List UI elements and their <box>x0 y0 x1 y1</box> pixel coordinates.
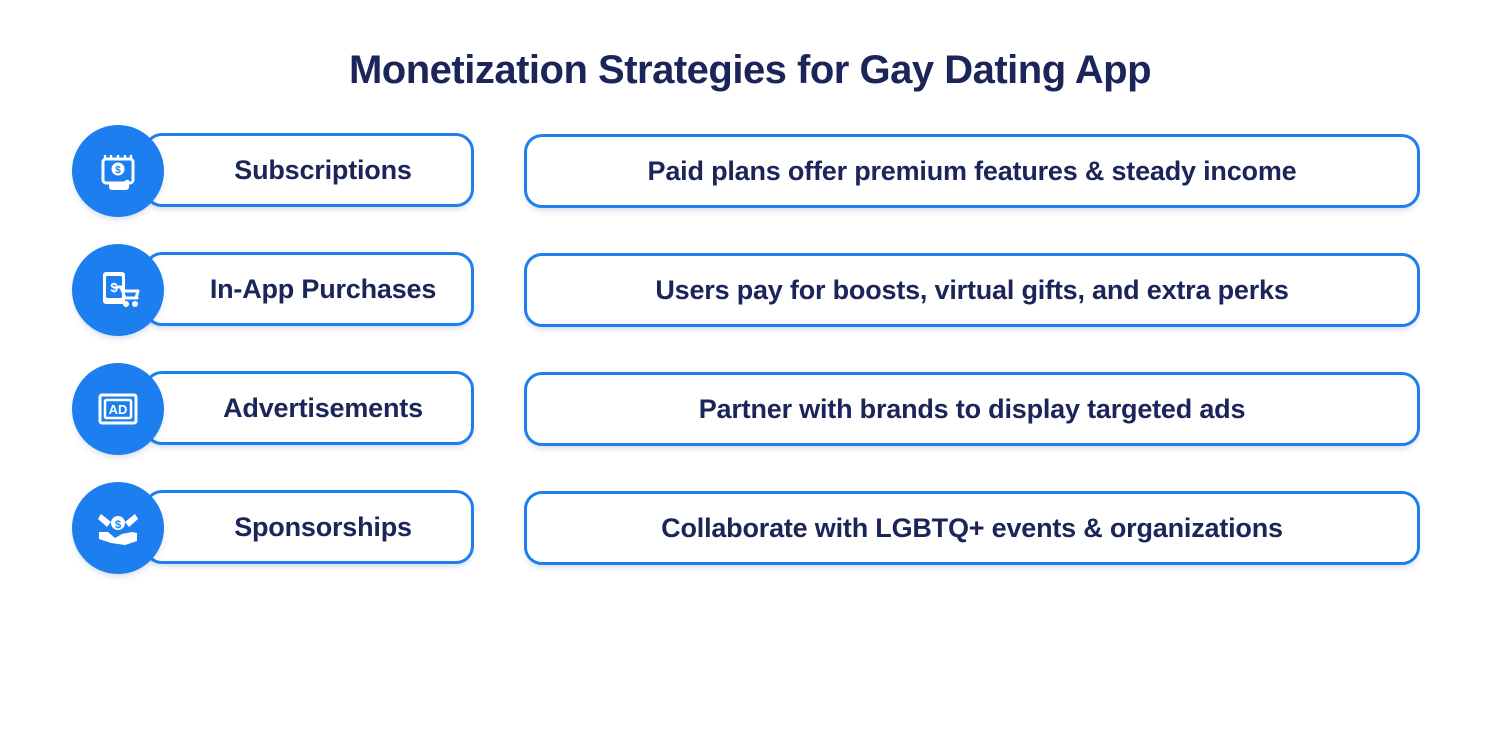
strategy-label-pill[interactable] <box>144 252 474 326</box>
strategy-label-pill[interactable] <box>144 133 474 207</box>
svg-text:$: $ <box>110 280 118 295</box>
strategy-row <box>0 363 1500 455</box>
svg-text:AD: AD <box>108 402 128 417</box>
strategy-description: Paid plans offer premium features & steady income <box>647 155 1297 186</box>
mobile-shopping-cart-icon <box>72 244 164 336</box>
svg-text:$: $ <box>115 165 121 176</box>
label-group <box>72 125 482 217</box>
money-payment-terminal-icon <box>72 125 164 217</box>
strategy-description: Partner with brands to display targeted ads <box>698 393 1246 424</box>
svg-text:$: $ <box>114 519 122 531</box>
strategy-description: Collaborate with LGBTQ+ events & organizations <box>661 512 1283 543</box>
strategy-rows <box>0 125 1500 574</box>
strategy-label-pill[interactable] <box>144 490 474 564</box>
ad-banner-icon <box>72 363 164 455</box>
strategy-label: In-App Purchases <box>209 273 437 304</box>
label-group <box>72 244 482 336</box>
strategy-description-box[interactable] <box>524 134 1420 208</box>
strategy-row <box>0 125 1500 217</box>
strategy-description: Users pay for boosts, virtual gifts, and extra perks <box>655 274 1289 305</box>
strategy-label: Sponsorships <box>234 511 412 542</box>
strategy-row <box>0 244 1500 336</box>
strategy-description-box[interactable] <box>524 491 1420 565</box>
label-group <box>72 482 482 574</box>
strategy-description-box[interactable] <box>524 372 1420 446</box>
strategy-description-box[interactable] <box>524 253 1420 327</box>
strategy-label: Subscriptions <box>234 154 412 185</box>
strategy-label-pill[interactable] <box>144 371 474 445</box>
page-title: Monetization Strategies for Gay Dating App <box>348 48 1152 92</box>
handshake-money-icon <box>72 482 164 574</box>
label-group <box>72 363 482 455</box>
strategy-label: Advertisements <box>223 392 423 423</box>
strategy-row <box>0 482 1500 574</box>
